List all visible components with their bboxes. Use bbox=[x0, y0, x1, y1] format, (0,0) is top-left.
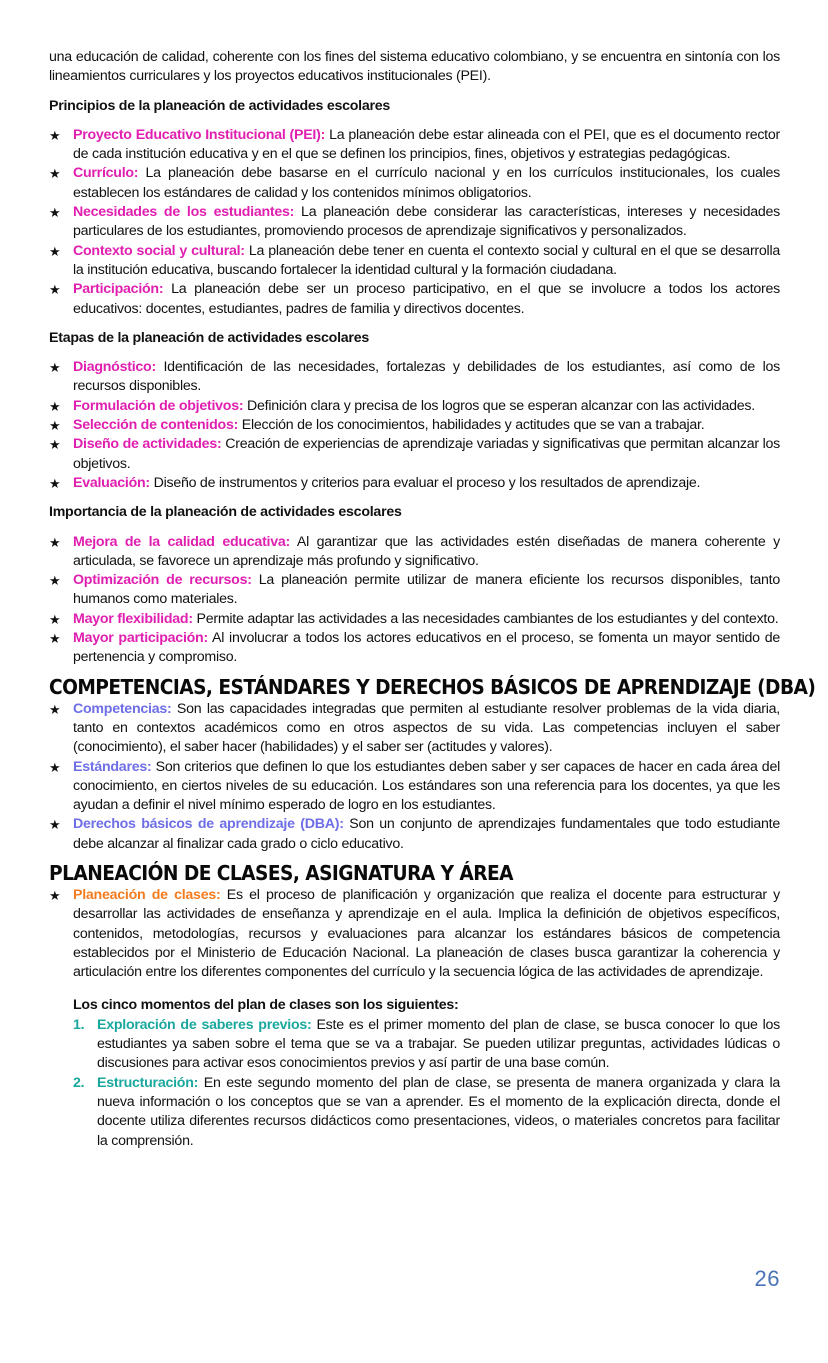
item-text: Creación de experiencias de aprendizaje variadas y significativas que permitan alcanzar los objetivos. bbox=[73, 436, 780, 472]
principios-list bbox=[49, 126, 780, 319]
importancia-list bbox=[49, 533, 780, 668]
list-item bbox=[49, 435, 780, 474]
star-bullet-icon: ★ bbox=[49, 418, 61, 434]
item-text: Permite adaptar las actividades a las necesidades cambiantes de los estudiantes y del contexto. bbox=[192, 610, 779, 627]
competencias-section-title: COMPETENCIAS, ESTÁNDARES Y DERECHOS BÁSICOS DE APRENDIZAJE (DBA) bbox=[49, 674, 816, 699]
item-term: Participación: bbox=[73, 281, 164, 298]
etapas-heading: Etapas de la planeación de actividades escolares bbox=[49, 329, 369, 346]
item-term: Proyecto Educativo Institucional (PEI): bbox=[73, 126, 326, 143]
list-item bbox=[49, 397, 780, 416]
item-term: Mayor participación: bbox=[73, 630, 208, 647]
momentos-list bbox=[73, 1016, 780, 1151]
star-bullet-icon: ★ bbox=[49, 611, 61, 627]
item-term: Derechos básicos de aprendizaje (DBA): bbox=[73, 816, 344, 833]
item-text: La planeación debe estar alineada con el PEI, que es el documento rector de cada institución educativa y en el que se definen los principios, fines, objetivos y estrategias pedagógicas. bbox=[73, 126, 780, 163]
list-item bbox=[49, 629, 780, 668]
item-term: Contexto social y cultural: bbox=[73, 242, 245, 259]
star-bullet-icon: ★ bbox=[49, 701, 61, 717]
item-term: Diagnóstico: bbox=[73, 359, 156, 376]
item-term: Mejora de la calidad educativa: bbox=[73, 533, 290, 550]
list-item bbox=[49, 280, 780, 319]
list-item bbox=[49, 126, 780, 165]
list-item bbox=[49, 815, 780, 854]
item-term: Exploración de saberes previos: bbox=[97, 1016, 312, 1033]
item-term: Currículo: bbox=[73, 165, 139, 182]
page-number: 26 bbox=[754, 1266, 780, 1291]
item-term: Diseño de actividades: bbox=[73, 436, 222, 453]
item-text: Definición clara y precisa de los logros que se esperan alcanzar con las actividades. bbox=[243, 397, 755, 414]
list-item bbox=[49, 610, 780, 629]
item-text: En este segundo momento del plan de clase, se presenta de manera organizada y clara la nueva información o los conceptos que se van a aprender. Es el momento de la explicación directa, donde el docente utiliza diferentes recursos didácticos como presentaciones, videos, o materiales concretos para facilitar la comprensión. bbox=[97, 1074, 780, 1149]
list-item bbox=[49, 571, 780, 610]
intro-paragraph: una educación de calidad, coherente con los fines del sistema educativo colombiano, y se encuentra en sintonía con los lineamientos curriculares y los proyectos educativos institucionales (PEI). bbox=[49, 49, 780, 85]
list-item bbox=[49, 164, 780, 203]
item-number: 2. bbox=[73, 1074, 85, 1091]
item-text: Es el proceso de planificación y organización que realiza el docente para estructurar y desarrollar las actividades de enseñanza y aprendizaje en el aula. Implica la definición de objetivos específicos, contenidos, metodologías, recursos y evaluaciones para alcanzar los estándares básicos de competencia establecidos por el Ministerio de Educación Nacional. La planeación de clases busca garantizar la coherencia y articulación entre los diferentes componentes del currículo y la secuencia lógica de las actividades de aprendizaje. bbox=[73, 886, 781, 981]
momentos-heading: Los cinco momentos del plan de clases son los siguientes: bbox=[73, 997, 459, 1014]
list-item bbox=[49, 700, 780, 758]
item-text: Son criterios que definen lo que los estudiantes deben saber y ser capaces de hacer en cada área del conocimiento, en ciertos niveles de su educación. Los estándares son una referencia para los docentes, ya que les ayudan a definir el nivel mínimo esperado de logro en los estudiantes. bbox=[73, 758, 780, 814]
importancia-heading: Importancia de la planeación de actividades escolares bbox=[49, 504, 402, 521]
star-bullet-icon: ★ bbox=[49, 205, 61, 221]
item-term: Estructuración: bbox=[97, 1074, 199, 1091]
star-bullet-icon: ★ bbox=[49, 887, 61, 903]
star-bullet-icon: ★ bbox=[49, 398, 61, 414]
item-text: Elección de los conocimientos, habilidades y actitudes que se van a trabajar. bbox=[238, 417, 705, 434]
item-text: Diseño de instrumentos y criterios para evaluar el proceso y los resultados de aprendizaje. bbox=[149, 474, 701, 491]
document-page bbox=[49, 48, 816, 1151]
star-bullet-icon: ★ bbox=[49, 534, 61, 550]
item-text: La planeación debe ser un proceso participativo, en el que se involucre a todos los actores educativos: docentes, estudiantes, padres de familia y directivos docentes. bbox=[73, 281, 780, 317]
item-text: Identificación de las necesidades, fortalezas y debilidades de los estudiantes, así como de los recursos disponibles. bbox=[73, 359, 780, 395]
item-text: Son las capacidades integradas que permiten al estudiante resolver problemas de la vida diaria, tanto en contextos académicos como en otros aspectos de su vida. Las competencias incluyen el saber (conocimiento), el saber hacer (habilidades) y el saber ser (actitudes y valores). bbox=[73, 700, 780, 756]
principios-heading: Principios de la planeación de actividades escolares bbox=[49, 97, 391, 114]
item-text: La planeación debe tener en cuenta el contexto social y cultural en el que se desarrolla la institución educativa, buscando fortalecer la identidad cultural y la formación ciudadana. bbox=[73, 242, 780, 278]
star-bullet-icon: ★ bbox=[49, 817, 61, 833]
list-item bbox=[49, 886, 780, 982]
item-term: Formulación de objetivos: bbox=[73, 397, 244, 414]
item-term: Competencias: bbox=[73, 700, 172, 717]
star-bullet-icon: ★ bbox=[49, 243, 61, 259]
item-term: Selección de contenidos: bbox=[73, 417, 239, 434]
item-term: Evaluación: bbox=[73, 474, 150, 491]
item-text: Son un conjunto de aprendizajes fundamentales que todo estudiante debe alcanzar al finalizar cada grado o ciclo educativo. bbox=[73, 816, 780, 852]
planeacion-section-title: PLANEACIÓN DE CLASES, ASIGNATURA Y ÁREA bbox=[49, 860, 514, 885]
list-item bbox=[49, 533, 780, 572]
list-item bbox=[73, 1016, 780, 1074]
etapas-list bbox=[49, 358, 780, 493]
star-bullet-icon: ★ bbox=[49, 127, 61, 143]
item-term: Mayor flexibilidad: bbox=[73, 610, 193, 627]
list-item bbox=[49, 758, 780, 816]
item-text: Este es el primer momento del plan de clase, se busca conocer lo que los estudiantes ya saben sobre el tema que se va a trabajar. Se pueden utilizar preguntas, actividades lúdicas o discusiones para activar esos conocimientos previos y así partir de una base común. bbox=[97, 1016, 780, 1072]
star-bullet-icon: ★ bbox=[49, 166, 61, 182]
planeacion-list bbox=[49, 886, 780, 982]
competencias-list bbox=[49, 700, 780, 854]
item-text: Al garantizar que las actividades estén diseñadas de manera coherente y articulada, se favorece un aprendizaje más profundo y significativo. bbox=[73, 533, 780, 569]
star-bullet-icon: ★ bbox=[49, 360, 61, 376]
item-term: Planeación de clases: bbox=[73, 886, 221, 903]
star-bullet-icon: ★ bbox=[49, 573, 61, 589]
item-text: La planeación debe basarse en el currículo nacional y en los currículos institucionales, los cuales establecen los estándares de calidad y los contenidos mínimos obligatorios. bbox=[73, 165, 780, 201]
item-term: Estándares: bbox=[73, 758, 152, 775]
star-bullet-icon: ★ bbox=[49, 759, 61, 775]
item-term: Necesidades de los estudiantes: bbox=[73, 204, 295, 221]
list-item bbox=[49, 416, 780, 435]
star-bullet-icon: ★ bbox=[49, 282, 61, 298]
star-bullet-icon: ★ bbox=[49, 437, 61, 453]
list-item bbox=[49, 203, 780, 242]
list-item bbox=[73, 1074, 780, 1151]
item-text: Al involucrar a todos los actores educativos en el proceso, se fomenta un mayor sentido de pertenencia y compromiso. bbox=[73, 630, 780, 666]
star-bullet-icon: ★ bbox=[49, 631, 61, 647]
list-item bbox=[49, 474, 780, 493]
star-bullet-icon: ★ bbox=[49, 475, 61, 491]
list-item bbox=[49, 242, 780, 281]
item-text: La planeación permite utilizar de manera eficiente los recursos disponibles, tanto humanos como materiales. bbox=[73, 572, 780, 608]
item-text: La planeación debe considerar las características, intereses y necesidades particulares de los estudiantes, promoviendo procesos de aprendizaje significativos y personalizados. bbox=[73, 204, 780, 240]
item-term: Optimización de recursos: bbox=[73, 572, 252, 589]
item-number: 1. bbox=[73, 1016, 85, 1033]
momentos-block bbox=[49, 996, 780, 1150]
list-item bbox=[49, 358, 780, 397]
